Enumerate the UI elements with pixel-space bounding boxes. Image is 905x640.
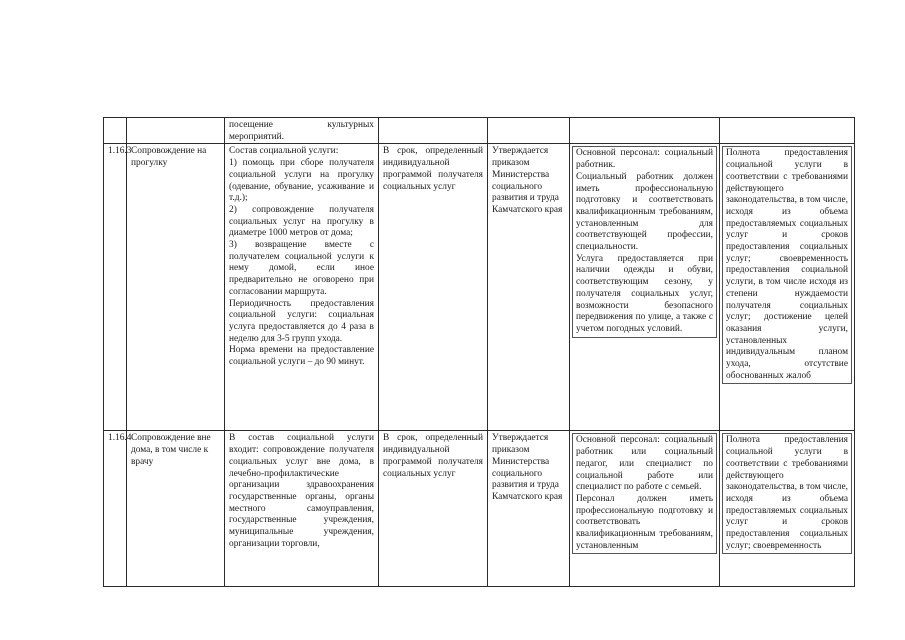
- cell-description: [225, 118, 379, 144]
- table-row-1-16-3: [104, 144, 855, 431]
- cell-quality: [720, 118, 855, 144]
- description-paragraph: 2) сопровождение получателя социальных услуг на прогулку в диаметре 1000 метров от дома;: [229, 204, 374, 239]
- description-clip: [229, 433, 374, 585]
- cell-number: 1.16.3: [104, 144, 127, 431]
- description-paragraph: Состав социальной услуги:: [229, 146, 339, 157]
- conditions-box: [572, 433, 717, 554]
- description-line: посещение культурных: [229, 120, 374, 130]
- quality-clip: [724, 433, 850, 585]
- description-paragraph: 3) возвращение вместе с получателем социальной услуги к нему домой, если иное предварительно не оговорено при согласовании маршрута.: [229, 240, 374, 297]
- cell-conditions: [570, 144, 720, 431]
- cell-description: [225, 144, 379, 431]
- conditions-paragraph: Основной персонал: социальный работник или социальный педагог, или специалист по социальной работе или специалист по работе с семьей.: [576, 435, 713, 493]
- cell-name: [127, 118, 225, 144]
- cell-quality: [720, 144, 855, 431]
- cell-tariff: Утверждается приказом Министерства социального развития и труда Камчатского края: [488, 431, 570, 587]
- quality-box: Полнота предоставления социальной услуги в соответствии с требованиями действующего законодательства, в том числе, исходя из объема предоставляемых социальных услуг и сроков предоставления социальных услуг; своевременность предоставления социальной услуги, в том числе исходя из степени нуждаемости получателя социальных услуг; достижение целей оказания услуги, установленных индивидуальным планом ухода, отсутствие обоснованных жалоб: [722, 146, 852, 384]
- services-table: [103, 117, 855, 587]
- cell-name: Сопровождение вне дома, в том числе к врачу: [127, 431, 225, 587]
- cell-term: В срок, определенный индивидуальной программой получателя социальных услуг: [379, 431, 488, 587]
- description-paragraph: Периодичность предоставления социальной услуги: социальная услуга предоставляется до 4 раза в неделю для 3-5 групп ухода.: [229, 298, 374, 344]
- conditions-paragraph: Основной персонал: социальный работник.: [576, 148, 713, 171]
- cell-conditions: [570, 431, 720, 587]
- cell-description: [225, 431, 379, 587]
- cell-tariff: [488, 118, 570, 144]
- conditions-clip: [574, 433, 715, 585]
- cell-term: В срок, определенный индивидуальной программой получателя социальных услуг: [379, 144, 488, 431]
- cell-conditions: [570, 118, 720, 144]
- cell-number: 1.16.4: [104, 431, 127, 587]
- cell-tariff: Утверждается приказом Министерства социального развития и труда Камчатского края: [488, 144, 570, 431]
- conditions-paragraph: Социальный работник должен иметь профессиональную подготовку и соответствовать квалификационным требованиям, установленным для соответствующей профессии, специальности.: [576, 171, 713, 253]
- table-row-1-16-4: [104, 431, 855, 587]
- cell-name: Сопровождение на прогулку: [127, 144, 225, 431]
- description-paragraph: В состав социальной услуги входит: сопровождение получателя социальных услуг вне дома, в лечебно-профилактические организации здравоохранения государственные органы, органы местного самоуправления, государственные учреждения, муниципальные учреждения, организации торговли,: [229, 433, 374, 549]
- conditions-paragraph: Персонал должен иметь профессиональную подготовку и соответствовать квалификационным требованиям, установленным: [576, 493, 713, 551]
- conditions-box: [572, 146, 717, 337]
- table-row-continuation: [104, 118, 855, 144]
- cell-number: [104, 118, 127, 144]
- description-paragraph: Норма времени на предоставление социальной услуги – до 90 минут.: [229, 345, 374, 368]
- conditions-paragraph: Услуга предоставляется при наличии одежды и обуви, соответствующим сезону, у получателя социальных услуг, возможности безопасного передвижения по улице, а также с учетом погодных условий.: [576, 253, 713, 334]
- description-paragraph: 1) помощь при сборе получателя социальной услуги на прогулку (одевание, обувание, усаживание и т.д.);: [229, 158, 374, 204]
- cell-term: [379, 118, 488, 144]
- quality-box: Полнота предоставления социальной услуги в соответствии с требованиями действующего законодательства, в том числе, исходя из объема предоставляемых социальных услуг и сроков предоставления социальных услуг; своевременность: [722, 433, 852, 554]
- description-line: мероприятий.: [229, 131, 284, 142]
- cell-quality: [720, 431, 855, 587]
